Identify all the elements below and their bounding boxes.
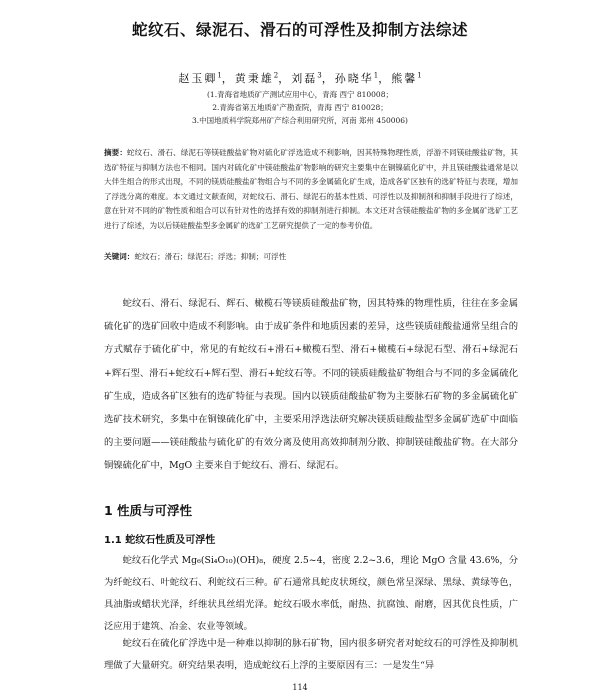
author-name: 赵玉卿 [178,72,218,85]
author-list [0,70,600,86]
abstract-text: 蛇纹石、滑石、绿泥石等镁硅酸盐矿物对硫化矿浮选造成不利影响，因其特殊物理性质，浮游不同镁硅酸盐矿物，其选矿特征与抑制方法也不相同。国内对硫化矿中镁硅酸盐矿物影响的研究主要集中在铜镍硫化矿中，并且镁硅酸盐通常是以大伴生组合的形式出现，不同的镁质硅酸盐矿物组合与不同的多金属硫化矿生成，造成各矿区独有的选矿特征与表现，增加了浮选分离的难度。本文通过文献查阅，对蛇纹石、滑石、绿泥石的基本性质、可浮性以及抑制剂和抑制手段进行了综述，意在针对不同的矿物性质和组合可以有针对性的选择有效的抑制剂进行抑制。本文还对含镁硅酸盐矿物的多金属矿选矿工艺进行了综述，为以后镁硅酸盐型多金属矿的选矿工艺研究提供了一定的参考价值。 [104,148,519,230]
author-affiliation-mark: 1 [417,71,422,80]
author-affiliation-mark: 3 [317,71,322,80]
keywords-label: 关键词： [104,252,135,261]
author-affiliation-mark: 2 [273,71,279,80]
author-separator: ， [321,72,335,85]
author-affiliation-mark: 1 [373,71,379,80]
page-number: 114 [292,683,308,692]
author-name: 刘磊 [291,72,318,85]
affiliations [0,88,600,127]
author-separator: ， [278,72,292,85]
author-name: 熊馨 [391,72,418,85]
serpentine-paragraph: 蛇纹石化学式 Mg₆(Si₄O₁₀)(OH)₈，硬度 2.5~4，密度 2.2~3.6，理论 MgO 含量 43.6%，分为纤蛇纹石、叶蛇纹石、利蛇纹石三种。矿石通常具蛇皮状斑纹，颜色常呈深绿、黑绿、黄绿等色，具油脂或蜡状光泽，纤维状具丝绢光泽。蛇纹石吸水率低，耐热、抗腐蚀、耐磨，因其优良性质，广泛应用于建筑、冶金、农业等领域。 [104,555,518,632]
author-affiliation-mark: 1 [217,71,222,80]
flotation-paragraph: 蛇纹石在硫化矿浮选中是一种难以抑制的脉石矿物，国内很多研究者对蛇纹石的可浮性及抑制机理做了大量研究。研究结果表明，造成蛇纹石上浮的主要原因有三：一是发生“异 [104,638,518,671]
keywords [104,250,518,265]
paper-title: 蛇纹石、绿泥石、滑石的可浮性及抑制方法综述 [131,21,468,39]
author-separator: ， [221,72,235,85]
keywords-text: 蛇纹石；滑石；绿泥石；浮选；抑制；可浮性 [134,252,287,261]
affiliation-line: 3.中国地质科学院郑州矿产综合利用研究所，河南 郑州 450006) [192,116,408,125]
affiliation-line: (1.青海省地质矿产测试应用中心，青海 西宁 810008； [207,90,393,99]
intro-paragraph: 蛇纹石、滑石、绿泥石、辉石、橄榄石等镁质硅酸盐矿物，因其特殊的物理性质，往往在多金属硫化矿的选矿回收中造成不利影响。由于成矿条件和地质因素的差异，这些镁质硅酸盐通常呈组合的方式赋存于硫化矿中，常见的有蛇纹石+滑石+橄榄石型、滑石+橄榄石+绿泥石型、滑石+绿泥石+辉石型、滑石+蛇纹石+辉石型、滑石+蛇纹石等。不同的镁质硅酸盐矿物组合与不同的多金属硫化矿生成，造成各矿区独有的选矿特征与表现。国内以镁质硅酸盐矿物为主要脉石矿物的多金属硫化矿选矿技术研究，多集中在铜镍硫化矿中，主要采用浮选法研究解决镁质硅酸盐型多金属矿选矿中面临的主要问题——镁硅酸盐与硫化矿的有效分离及使用高效抑制剂分散、抑制镁硅酸盐矿物。在大部分铜镍硫化矿中，MgO 主要来自于蛇纹石、滑石、绿泥石。 [104,298,518,472]
abstract-label: 摘要： [104,148,128,157]
subsection-heading: 1.1 蛇纹石性质及可浮性 [104,535,216,546]
section-heading: 1 性质与可浮性 [104,503,193,518]
author-name: 孙晓华 [334,72,374,85]
author-separator: ， [378,72,392,85]
author-name: 黄秉雄 [234,72,274,85]
abstract [104,146,518,233]
affiliation-line: 2.青海省第五地质矿产勘查院，青海 西宁 810028； [212,103,388,112]
